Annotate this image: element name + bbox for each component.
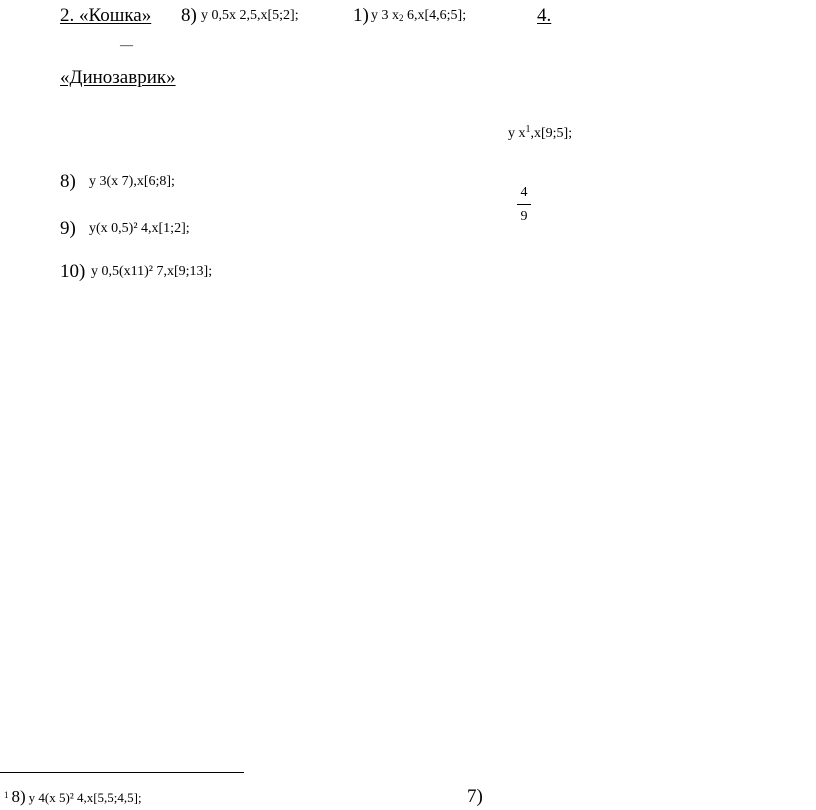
footnote-eq-number: 8) xyxy=(11,787,26,806)
eq-10-text: y 0,5(x11)² 7,x[9;13]; xyxy=(91,264,213,279)
right-eq-superscript: 1 xyxy=(525,124,531,135)
eq-1-subscript: 2 xyxy=(399,13,404,23)
eq-1-text: y 3 x xyxy=(371,8,399,23)
eq-8-text: y 0,5x 2,5,x[5;2]; xyxy=(201,8,299,23)
fraction xyxy=(516,186,532,224)
footnote-rule xyxy=(0,772,244,773)
eq-9-text: y(x 0,5)² 4,x[1;2]; xyxy=(89,221,190,236)
right-equation xyxy=(508,124,573,141)
item-4-heading: 4. xyxy=(537,5,552,26)
eq-8b-text: y 3(x 7),x[6;8]; xyxy=(89,174,175,189)
footnote-trailing-number: 7) xyxy=(467,786,483,807)
eq-8-number: 8) xyxy=(181,5,197,26)
fraction-bar xyxy=(517,204,531,205)
eq-1-expression xyxy=(371,9,466,23)
eq-9-number: 9) xyxy=(60,218,76,239)
footnote-eq-text: y 4(x 5)² 4,x[5,5;4,5]; xyxy=(28,790,142,805)
fraction-numerator: 4 xyxy=(520,185,528,200)
right-eq-text: y x xyxy=(508,126,526,141)
item-dino-heading: «Динозаврик» xyxy=(60,67,176,88)
footnote-line xyxy=(4,788,142,805)
fraction-denominator: 9 xyxy=(520,209,528,224)
eq-10-number: 10) xyxy=(60,261,86,282)
dash-mark: — xyxy=(120,37,133,52)
eq-1-rest: 6,x[4,6;5]; xyxy=(403,8,467,23)
footnote-marker: 1 xyxy=(4,790,9,800)
item-2-heading: 2. «Кошка» xyxy=(60,5,152,26)
eq-8b-number: 8) xyxy=(60,171,76,192)
eq-1-number: 1) xyxy=(353,5,369,26)
right-eq-rest: ,x[9;5]; xyxy=(530,126,573,141)
